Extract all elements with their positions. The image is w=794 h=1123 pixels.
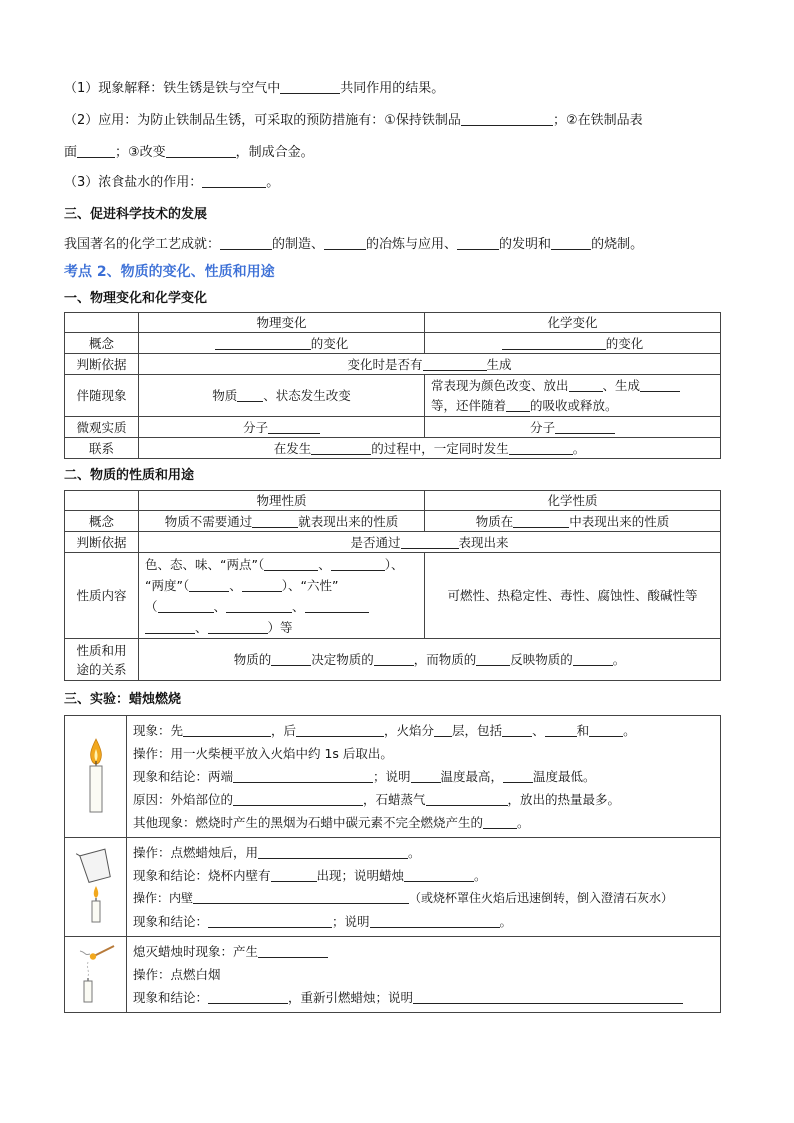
row-label: 判断依据 <box>65 532 139 553</box>
column-header: 化学性质 <box>425 491 721 511</box>
text: 的制造、 <box>272 237 325 252</box>
table-row <box>65 532 721 553</box>
table-row <box>65 354 721 375</box>
blank[interactable] <box>434 723 452 737</box>
table-cell <box>65 313 139 333</box>
table-cell <box>425 511 721 532</box>
table-cell <box>139 532 721 553</box>
change-table <box>64 312 721 459</box>
worksheet-page <box>64 72 722 1013</box>
table-cell <box>425 375 721 417</box>
text: ；③改变 <box>115 145 166 160</box>
blank[interactable] <box>237 388 263 402</box>
text: 性质和用 <box>76 642 127 658</box>
table-cell <box>127 937 721 1013</box>
blank[interactable] <box>461 112 553 126</box>
blank[interactable] <box>502 336 606 350</box>
rust-prevent-line-2 <box>64 144 722 162</box>
text: 、 <box>195 619 208 635</box>
text: 。 <box>612 652 626 667</box>
blank[interactable] <box>208 990 288 1004</box>
blank[interactable] <box>77 144 115 158</box>
blank[interactable] <box>166 144 236 158</box>
table-cell <box>139 511 425 532</box>
text: （ <box>145 598 158 614</box>
text: 常表现为颜色改变、放出 <box>431 377 569 393</box>
beaker-over-candle-icon <box>74 846 118 924</box>
text: 和 <box>576 723 590 738</box>
text: 出现；说明蜡烛 <box>316 868 405 883</box>
text: 变化时是否有 <box>347 356 423 372</box>
blank[interactable] <box>404 868 474 882</box>
text: 现象和结论：烧杯内壁有 <box>133 868 271 883</box>
blank[interactable] <box>370 914 500 928</box>
table-cell <box>139 639 721 681</box>
table-row <box>65 313 721 333</box>
blank[interactable] <box>226 599 292 613</box>
text: 。 <box>266 175 280 190</box>
text: ）、 <box>384 556 404 572</box>
blank[interactable] <box>573 652 613 666</box>
table-row <box>65 375 721 417</box>
text: 等，还伴随着 <box>431 397 507 413</box>
blank[interactable] <box>280 80 340 94</box>
blank[interactable] <box>305 599 369 613</box>
text: 物质在 <box>475 513 514 529</box>
text: ，而物质的 <box>413 652 477 667</box>
text: 中表现出来的性质 <box>569 513 670 529</box>
blank[interactable] <box>476 652 510 666</box>
table-cell <box>65 491 139 511</box>
text: ）等 <box>267 619 293 635</box>
table-row <box>65 639 721 681</box>
text: 、 <box>292 598 305 614</box>
blank[interactable] <box>311 441 371 455</box>
text: （3）浓食盐水的作用： <box>64 175 203 190</box>
blank[interactable] <box>271 868 317 882</box>
text: 生成 <box>486 356 512 372</box>
blank[interactable] <box>426 792 508 806</box>
blank[interactable] <box>145 620 195 634</box>
text: 现象和结论：两端 <box>133 769 234 784</box>
blank[interactable] <box>268 420 320 434</box>
text: 的变化 <box>310 335 349 351</box>
text: 、 <box>213 598 227 614</box>
text: 温度最低。 <box>533 769 596 784</box>
craft-line <box>64 236 722 254</box>
text: 分子 <box>529 419 555 435</box>
table-cell <box>127 838 721 937</box>
text: 操作：点燃蜡烛后，用 <box>133 845 259 860</box>
table-row <box>65 417 721 438</box>
blank[interactable] <box>506 398 530 412</box>
text: ，石蜡蒸气 <box>363 792 426 807</box>
blank[interactable] <box>233 769 373 783</box>
table-cell <box>139 553 425 639</box>
row-label <box>65 639 139 681</box>
row-label: 概念 <box>65 333 139 354</box>
text: 原因：外焰部位的 <box>133 792 234 807</box>
table-row <box>65 438 721 459</box>
text: 的吸收或释放。 <box>530 397 618 413</box>
table-cell <box>65 937 127 1013</box>
text: 层，包括 <box>452 723 503 738</box>
blank[interactable] <box>401 535 459 549</box>
table2-heading: 二、物质的性质和用途 <box>64 468 195 483</box>
text: 的发明和 <box>499 237 552 252</box>
text: ，制成合金。 <box>235 145 314 160</box>
text: 在发生 <box>273 440 312 456</box>
rust-explain-line <box>64 80 722 98</box>
blank[interactable] <box>189 578 229 592</box>
row-label: 判断依据 <box>65 354 139 375</box>
text: 是否通过 <box>350 534 401 550</box>
blank[interactable] <box>271 652 311 666</box>
table-cell <box>139 375 425 417</box>
table-row <box>65 511 721 532</box>
property-table <box>64 490 721 681</box>
text: 决定物质的 <box>311 652 374 667</box>
blank[interactable] <box>264 557 318 571</box>
blank[interactable] <box>233 792 363 806</box>
text: （2）应用：为防止铁制品生锈，可采取的预防措施有：①保持铁制品 <box>64 113 461 128</box>
text: 的冶炼与应用、 <box>366 237 458 252</box>
table-cell <box>425 417 721 438</box>
text: 就表现出来的性质 <box>298 513 399 529</box>
text: 。 <box>408 845 421 860</box>
blank[interactable] <box>258 944 328 958</box>
column-header: 物理变化 <box>139 313 425 333</box>
row-label: 性质内容 <box>65 553 139 639</box>
blank[interactable] <box>509 441 573 455</box>
text: 途的关系 <box>76 661 127 677</box>
match-lighting-smoke-icon <box>74 942 118 1004</box>
table-cell <box>139 333 425 354</box>
text: ）、“六性” <box>281 577 339 593</box>
text: ；②在铁制品表 <box>552 113 643 128</box>
table-row <box>65 838 721 937</box>
text: 分子 <box>242 419 268 435</box>
blank[interactable] <box>374 652 414 666</box>
table-row <box>65 553 721 639</box>
blank[interactable] <box>158 599 214 613</box>
blank[interactable] <box>545 723 577 737</box>
salt-water-line <box>64 174 722 192</box>
text: 。 <box>499 914 513 929</box>
blank[interactable] <box>324 236 366 250</box>
text: 反映物质的 <box>510 652 573 667</box>
text: 物质 <box>212 388 238 403</box>
blank[interactable] <box>589 723 623 737</box>
text: 现象和结论： <box>133 914 209 929</box>
candle-flame-icon <box>76 735 116 815</box>
text: ；说明 <box>373 769 411 784</box>
kaodian-title: 考点 2、物质的变化、性质和用途 <box>64 264 275 280</box>
blank[interactable] <box>457 236 499 250</box>
column-header: 物理性质 <box>139 491 425 511</box>
text: （或烧杯罩住火焰后迅速倒转，倒入澄清石灰水） <box>409 891 674 905</box>
text: 操作：用一火柴梗平放入火焰中约 1s 后取出。 <box>133 746 393 761</box>
text: 操作：内壁 <box>133 891 194 905</box>
table-cell <box>65 716 127 838</box>
blank[interactable] <box>296 723 384 737</box>
text: 的烧制。 <box>591 237 644 252</box>
blank[interactable] <box>220 236 272 250</box>
table-row <box>65 716 721 838</box>
text: “两度”（ <box>145 577 190 593</box>
table-cell <box>139 417 425 438</box>
text: 物质的 <box>233 652 272 667</box>
blank[interactable] <box>513 514 569 528</box>
table-cell <box>65 838 127 937</box>
text: ，重新引燃蜡烛；说明 <box>288 990 414 1005</box>
table-cell: 可燃性、热稳定性、毒性、腐蚀性、酸碱性等 <box>425 553 721 639</box>
text: （1）现象解释：铁生锈是铁与空气中 <box>64 81 281 96</box>
text: 、 <box>229 577 242 593</box>
table-cell <box>127 716 721 838</box>
text: 现象和结论： <box>133 990 209 1005</box>
text: 熄灭蜡烛时现象：产生 <box>133 944 259 959</box>
table-cell <box>139 354 721 375</box>
blank[interactable] <box>411 769 441 783</box>
text: 我国著名的化学工艺成就： <box>64 237 221 252</box>
blank[interactable] <box>640 378 680 392</box>
blank[interactable] <box>423 357 487 371</box>
text: 物质不需要通过 <box>164 513 253 529</box>
text: ；说明 <box>332 914 370 929</box>
blank[interactable] <box>252 514 298 528</box>
table-row <box>65 491 721 511</box>
text: 、生成 <box>602 377 641 393</box>
table-row <box>65 937 721 1013</box>
column-header: 化学变化 <box>425 313 721 333</box>
blank[interactable] <box>208 620 268 634</box>
row-label: 联系 <box>65 438 139 459</box>
text: 、 <box>318 556 331 572</box>
table-cell <box>139 438 721 459</box>
text: 温度最高， <box>440 769 504 784</box>
text: 的过程中，一定同时发生 <box>371 440 509 456</box>
table-cell <box>425 333 721 354</box>
text: 其他现象：燃烧时产生的黑烟为石蜡中碳元素不完全燃烧产生的 <box>133 815 484 830</box>
blank[interactable] <box>242 578 282 592</box>
text: 现象：先 <box>133 723 184 738</box>
blank[interactable] <box>215 336 311 350</box>
blank[interactable] <box>183 723 271 737</box>
text: 。 <box>474 868 487 883</box>
row-label: 概念 <box>65 511 139 532</box>
text: 、状态发生改变 <box>263 388 351 403</box>
blank[interactable] <box>413 990 683 1004</box>
blank[interactable] <box>258 845 408 859</box>
candle-experiment-table <box>64 715 721 1013</box>
blank[interactable] <box>551 236 591 250</box>
section-heading: 三、促进科学技术的发展 <box>64 207 208 222</box>
blank[interactable] <box>555 420 615 434</box>
blank[interactable] <box>502 723 532 737</box>
text: 。 <box>623 723 636 738</box>
blank[interactable] <box>569 378 603 392</box>
text: ，火焰分 <box>384 723 435 738</box>
text: 操作：点燃白烟 <box>133 967 221 982</box>
text: ，后 <box>271 723 297 738</box>
text: 共同作用的结果。 <box>340 81 445 96</box>
text: 面 <box>64 145 78 160</box>
text: 、 <box>532 723 545 738</box>
experiment-heading: 三、实验：蜡烛燃烧 <box>64 692 182 707</box>
text: 色、态、味、“两点”（ <box>145 556 265 572</box>
text: 的变化 <box>605 335 644 351</box>
row-label: 微观实质 <box>65 417 139 438</box>
blank[interactable] <box>483 815 517 829</box>
blank[interactable] <box>331 557 385 571</box>
text: 表现出来 <box>458 534 509 550</box>
blank[interactable] <box>208 914 332 928</box>
table-row <box>65 333 721 354</box>
text: 。 <box>572 440 586 456</box>
blank[interactable] <box>503 769 533 783</box>
blank[interactable] <box>202 174 266 188</box>
blank[interactable] <box>193 890 409 904</box>
text: ，放出的热量最多。 <box>507 792 621 807</box>
text: 。 <box>517 815 530 830</box>
table1-heading: 一、物理变化和化学变化 <box>64 291 208 306</box>
rust-prevent-line <box>64 112 722 130</box>
row-label: 伴随现象 <box>65 375 139 417</box>
